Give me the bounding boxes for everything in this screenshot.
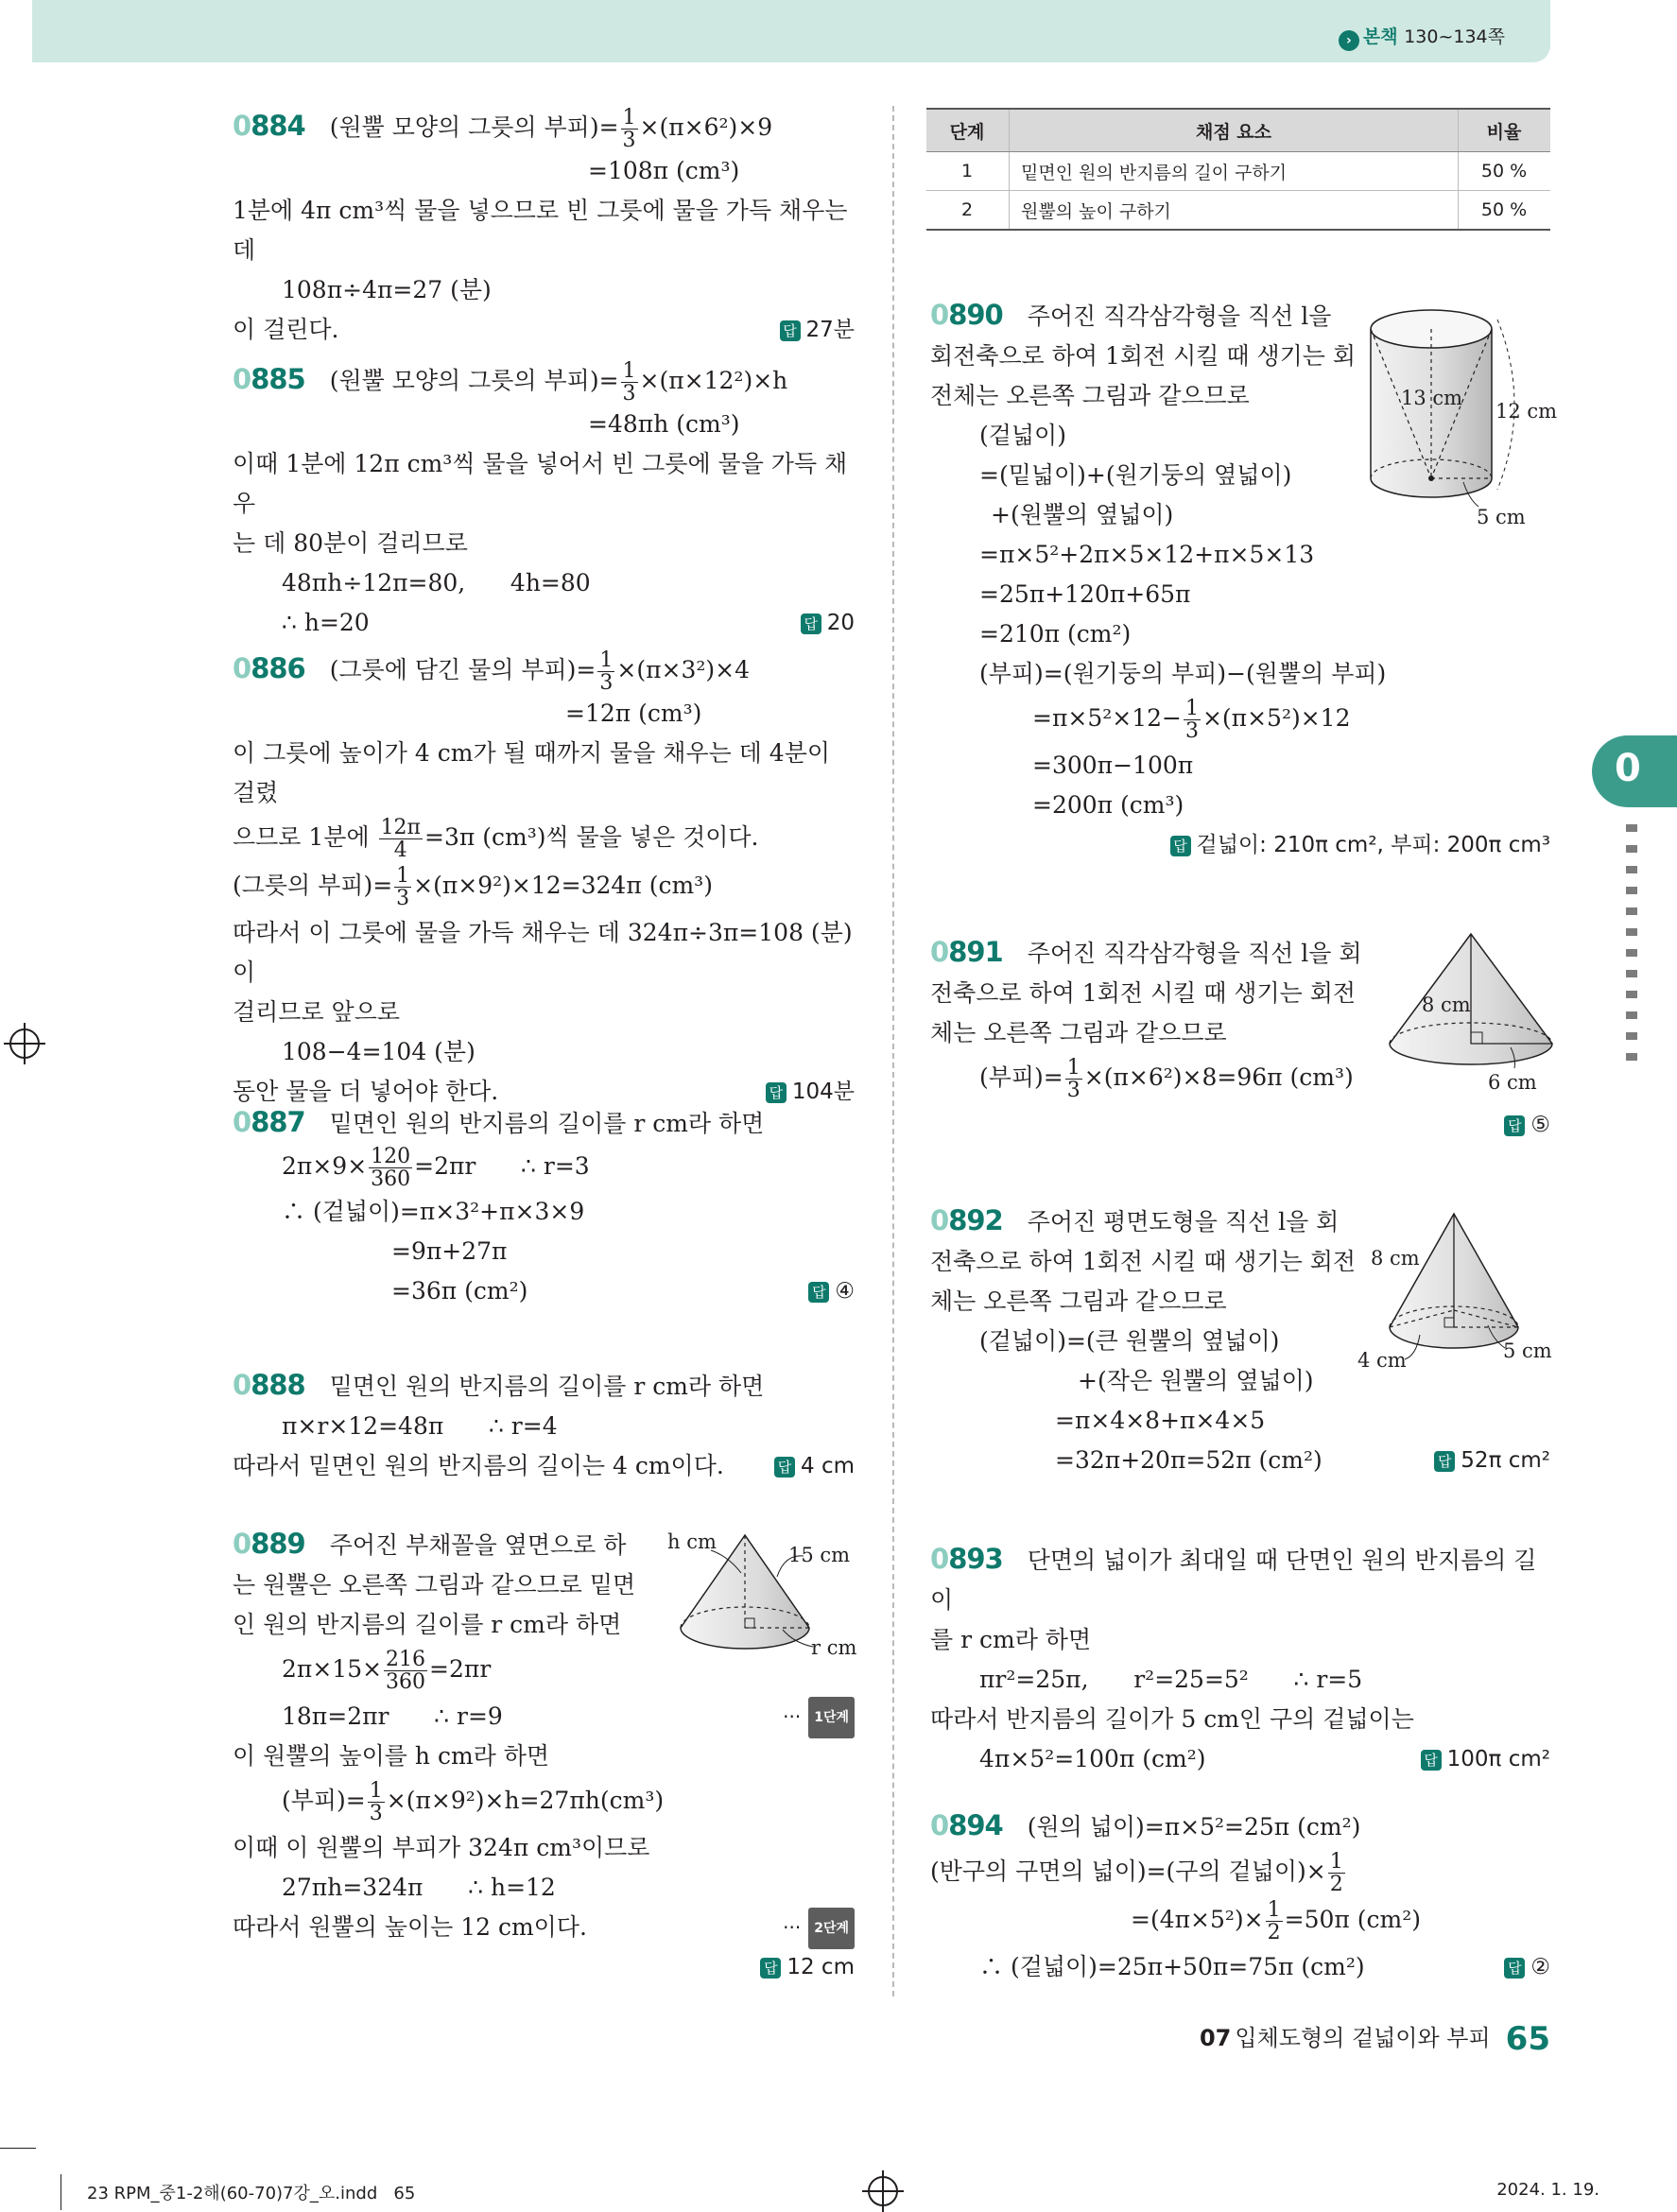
answer: 답 4 cm	[774, 1446, 855, 1486]
registration-mark	[868, 2176, 898, 2206]
problem-number: 0890	[930, 299, 1003, 331]
problem-number: 0884	[233, 110, 305, 142]
side-tab-text	[1626, 824, 1637, 1070]
column-divider	[892, 106, 894, 1996]
problem-0890: 0890 주어진 직각삼각형을 직선 l을 회전축으로 하여 1회전 시킬 때 생기는 회 전체는 오른쪽 그림과 같으므로 (겉넓이) =(밑넓이)+(원기둥의 옆넓이) +(원뿔의 옆넓이) =π×5²+2π×5×12+π×5×13 =25π+120π+65π =210π (cm²) (부피)=(원기둥의 부피)−(원뿔의 부피) =π×5²×12− $\frac{1}{3}$ ×(π×5²)×12 =300π−100π =200π (cm³) 답 겉넓이: 210π cm², 부피: 200π cm³	[930, 295, 1550, 865]
problem-number: 0887	[233, 1106, 305, 1138]
problem-0886: 0886 (그릇에 담긴 물의 부피)= $\frac{1}{3}$ ×(π×3²)×4 =12π (cm³) 이 그릇에 높이가 4 cm가 될 때까지 물을 채우는 데 4분이 걸렸 으므로 1분에 $\frac{12\pi}{4}$ =3π (cm³)씩 물을 넣은 것이다. (그릇의 부피)= $\frac{1}{3}$ ×(π×9²)×12=324π (cm³) 따라서 이 그릇에 물을 가득 채우는 데 324π÷3π=108 (분)이 걸리므로 앞으로 108−4=104 (분) 동안 물을 더 넣어야 한다. 답 104분	[233, 648, 855, 1112]
problem-number: 0886	[233, 652, 305, 684]
problem-0889: 0889 주어진 부채꼴을 옆면으로 하 는 원뿔은 오른쪽 그림과 같으므로 밑면 인 원의 반지름의 길이를 r cm라 하면 2π×15× $\frac{216}{360}$ =2πr 18π=2πr ∴ r=9 ··· 1단계 이 원뿔의 높이를 h cm라 하면 (부피)= $\frac{1}{3}$ ×(π×9²)×h=27πh(cm³) 이때 이 원뿔의 부피가 324π cm³이므로 27πh=324π ∴ h=12 따라서 원뿔의 높이는 12 cm이다. ··· 2단계 답 12 cm	[233, 1524, 855, 1987]
problem-number: 0891	[930, 936, 1003, 968]
label-small-slant: 5 cm	[1503, 1339, 1552, 1362]
problem-number: 0889	[233, 1528, 305, 1560]
crop-line	[0, 2148, 36, 2149]
label-slant: 13 cm	[1401, 387, 1463, 409]
answer: 답 ②	[1504, 1947, 1550, 1987]
table-row: 1 밑면인 원의 반지름의 길이 구하기 50 %	[926, 152, 1550, 191]
file-info: 23 RPM_중1-2해(60-70)7강_오.indd 65	[87, 2184, 416, 2203]
problem-0885: 0885 (원뿔 모양의 그릇의 부피)= $\frac{1}{3}$ ×(π×12²)×h =48πh (cm³) 이때 1분에 12π cm³씩 물을 넣어서 빈 그릇에 물을 가득 채우 는 데 80분이 걸리므로 48πh÷12π=80, 4h=80 ∴ h=20 답 20	[233, 359, 855, 643]
problem-number: 0893	[930, 1543, 1003, 1575]
scoring-table	[926, 108, 1550, 231]
problem-0891: 0891 주어진 직각삼각형을 직선 l을 회 전축으로 하여 1회전 시킬 때 생기는 회전 체는 오른쪽 그림과 같으므로 (부피)= $\frac{1}{3}$ ×(π×6²)×8=96π (cm³) 답 ⑤	[930, 932, 1550, 1145]
book-label: 본책	[1362, 26, 1398, 47]
page-range: 130~134쪽	[1404, 26, 1505, 47]
label-radius: 5 cm	[1477, 506, 1526, 528]
label-height: 8 cm	[1422, 994, 1471, 1016]
answer: 답 ⑤	[1504, 1105, 1550, 1145]
answer: 답 100π cm²	[1421, 1739, 1550, 1779]
label-h: h cm	[667, 1530, 717, 1553]
problem-0887: 0887 밑면인 원의 반지름의 길이를 r cm라 하면 2π×9× $\frac{120}{360}$ =2πr ∴ r=3 ∴ (겉넓이)=π×3²+π×3×9 =9π+27π =36π (cm²) 답 ④	[233, 1102, 855, 1311]
answer: 답 52π cm²	[1434, 1441, 1550, 1480]
cone-figure-0892	[1357, 1206, 1558, 1380]
label-r: r cm	[811, 1636, 857, 1659]
problem-number: 0894	[930, 1809, 1003, 1841]
page-footer: 07 입체도형의 겉넓이와 부피 65	[1199, 2020, 1550, 2058]
step-marker: ··· 2단계	[783, 1908, 855, 1949]
arrow-right-icon: ›	[1339, 30, 1359, 51]
col-header: 채점 요소	[1010, 109, 1459, 152]
problem-0893: 0893 단면의 넓이가 최대일 때 단면인 원의 반지름의 길이 를 r cm라 하면 πr²=25π, r²=25=5² ∴ r=5 따라서 반지름의 길이가 5 cm인 구의 겉넓이는 4π×5²=100π (cm²) 답 100π cm²	[930, 1539, 1550, 1779]
cone-figure-0891	[1384, 926, 1565, 1097]
problem-0894: 0894 (원의 넓이)=π×5²=25π (cm²) (반구의 구면의 넓이)=(구의 겉넓이)× $\frac{1}{2}$ =(4π×5²)× $\frac{1}{2}$ =50π (cm²) ∴ (겉넓이)=25π+50π=75π (cm²) 답 ②	[930, 1806, 1550, 1987]
step-marker: ··· 1단계	[783, 1697, 855, 1738]
col-header: 단계	[926, 109, 1010, 152]
label-slant: 15 cm	[788, 1544, 851, 1566]
cylinder-figure-0890	[1359, 301, 1558, 537]
answer: 답 ④	[808, 1271, 855, 1311]
table-row: 2 원뿔의 높이 구하기 50 %	[926, 191, 1550, 231]
cone-figure-0889	[662, 1526, 860, 1668]
label-height: 12 cm	[1495, 400, 1558, 423]
chapter-side-tab: 0	[1592, 735, 1677, 807]
problem-number: 0885	[233, 363, 305, 395]
answer: 답 104분	[766, 1072, 855, 1112]
problem-number: 0892	[930, 1204, 1003, 1236]
answer: 답 20	[801, 603, 855, 643]
answer: 답 27분	[780, 310, 856, 350]
col-header: 비율	[1459, 109, 1551, 152]
label-big-slant: 8 cm	[1371, 1247, 1420, 1270]
problem-0884: 0884 (원뿔 모양의 그릇의 부피)= $\frac{1}{3}$ ×(π×6²)×9 =108π (cm³) 1분에 4π cm³씩 물을 넣으므로 빈 그릇에 물을 가득 채우는 데 108π÷4π=27 (분) 이 걸린다. 답 27분	[233, 106, 855, 350]
chapter-title: 입체도형의 겉넓이와 부피	[1235, 2025, 1491, 2051]
label-radius: 4 cm	[1357, 1349, 1407, 1372]
problem-number: 0888	[233, 1369, 305, 1401]
problem-0892: 0892 주어진 평면도형을 직선 l을 회 전축으로 하여 1회전 시킬 때 생기는 회전 체는 오른쪽 그림과 같으므로 (겉넓이)=(큰 원뿔의 옆넓이) +(작은 원뿔의 옆넓이) =π×4×8+π×4×5 =32π+20π=52π (cm²) 답 52π cm²	[930, 1201, 1550, 1480]
answer: 답 겉넓이: 210π cm², 부피: 200π cm³	[1170, 825, 1551, 865]
header-bar	[32, 0, 1550, 62]
label-radius: 6 cm	[1488, 1071, 1537, 1094]
answer: 답 12 cm	[760, 1947, 855, 1987]
registration-mark	[9, 1028, 40, 1059]
problem-0888: 0888 밑면인 원의 반지름의 길이를 r cm라 하면 π×r×12=48π ∴ r=4 따라서 밑면인 원의 반지름의 길이는 4 cm이다. 답 4 cm	[233, 1365, 855, 1486]
page-reference	[1339, 23, 1505, 51]
print-date: 2024. 1. 19.	[1496, 2180, 1599, 2200]
page-number: 65	[1505, 2020, 1550, 2058]
